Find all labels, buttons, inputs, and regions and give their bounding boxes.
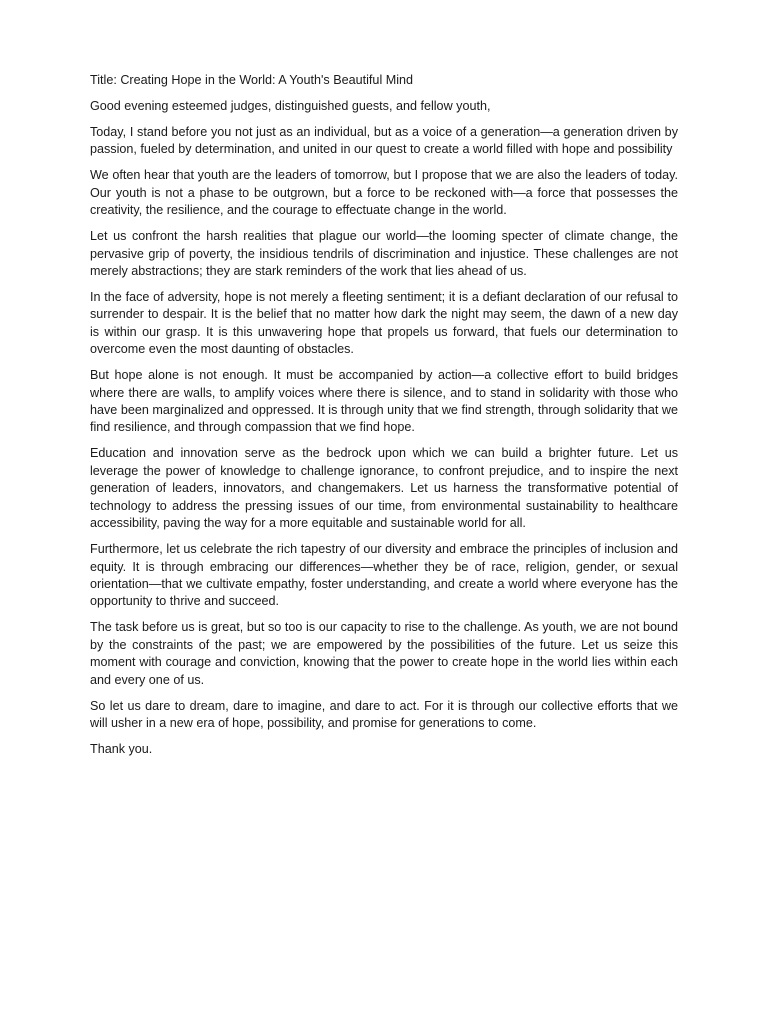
paragraph-9: So let us dare to dream, dare to imagine, and dare to act. For it is through our collective efforts that we will usher in a new era of hope, possibility, and promise for generations to come. (90, 698, 678, 730)
paragraph-1: Today, I stand before you not just as an individual, but as a voice of a generation—a generation driven by passion, fueled by determination, and united in our quest to create a world filled with hope and possibility (90, 125, 678, 157)
document-title: Title: Creating Hope in the World: A Youth's Beautiful Mind (90, 73, 414, 87)
speech-body (90, 72, 678, 767)
greeting: Good evening esteemed judges, distinguished guests, and fellow youth, (90, 99, 491, 113)
paragraph-6: Education and innovation serve as the bedrock upon which we can build a brighter future. Let us leverage the power of knowledge to challenge ignorance, to confront prejudice, and to inspire the next generation of leaders, innovators, and changemakers. Let us harness the transformative potential of technology to address the pressing issues of our time, from environmental sustainability to healthcare accessibility, paving the way for a more equitable and sustainable world for all. (90, 446, 678, 531)
paragraph-3: Let us confront the harsh realities that plague our world—the looming specter of climate change, the pervasive grip of poverty, the insidious tendrils of discrimination and injustice. These challenges are not merely abstractions; they are stark reminders of the work that lies ahead of us. (90, 229, 678, 279)
closing: Thank you. (90, 741, 153, 756)
paragraph-8: The task before us is great, but so too is our capacity to rise to the challenge. As youth, we are not bound by the constraints of the past; we are empowered by the possibilities of the future. Let us seize this moment with courage and conviction, knowing that the power to create hope in the world lies within each and every one of us. (90, 620, 678, 687)
paragraph-2: We often hear that youth are the leaders of tomorrow, but I propose that we are also the leaders of today. Our youth is not a phase to be outgrown, but a force to be reckoned with—a force that possesses the creativity, the resilience, and the courage to effectuate change in the world. (90, 168, 678, 218)
paragraph-5: But hope alone is not enough. It must be accompanied by action—a collective effort to build bridges where there are walls, to amplify voices where there is silence, and to stand in solidarity with those who have been marginalized and oppressed. It is through unity that we find strength, through solidarity that we find resilience, and through compassion that we find hope. (90, 368, 678, 435)
paragraph-4: In the face of adversity, hope is not merely a fleeting sentiment; it is a defiant declaration of our refusal to surrender to despair. It is the belief that no matter how dark the night may seem, the dawn of a new day is within our grasp. It is this unwavering hope that propels us forward, that fuels our determination to overcome even the most daunting of obstacles. (90, 290, 678, 357)
paragraph-7: Furthermore, let us celebrate the rich tapestry of our diversity and embrace the principles of inclusion and equity. It is through embracing our differences—whether they be of race, religion, gender, or sexual orientation—that we cultivate empathy, foster understanding, and create a world where everyone has the opportunity to thrive and succeed. (90, 542, 678, 609)
